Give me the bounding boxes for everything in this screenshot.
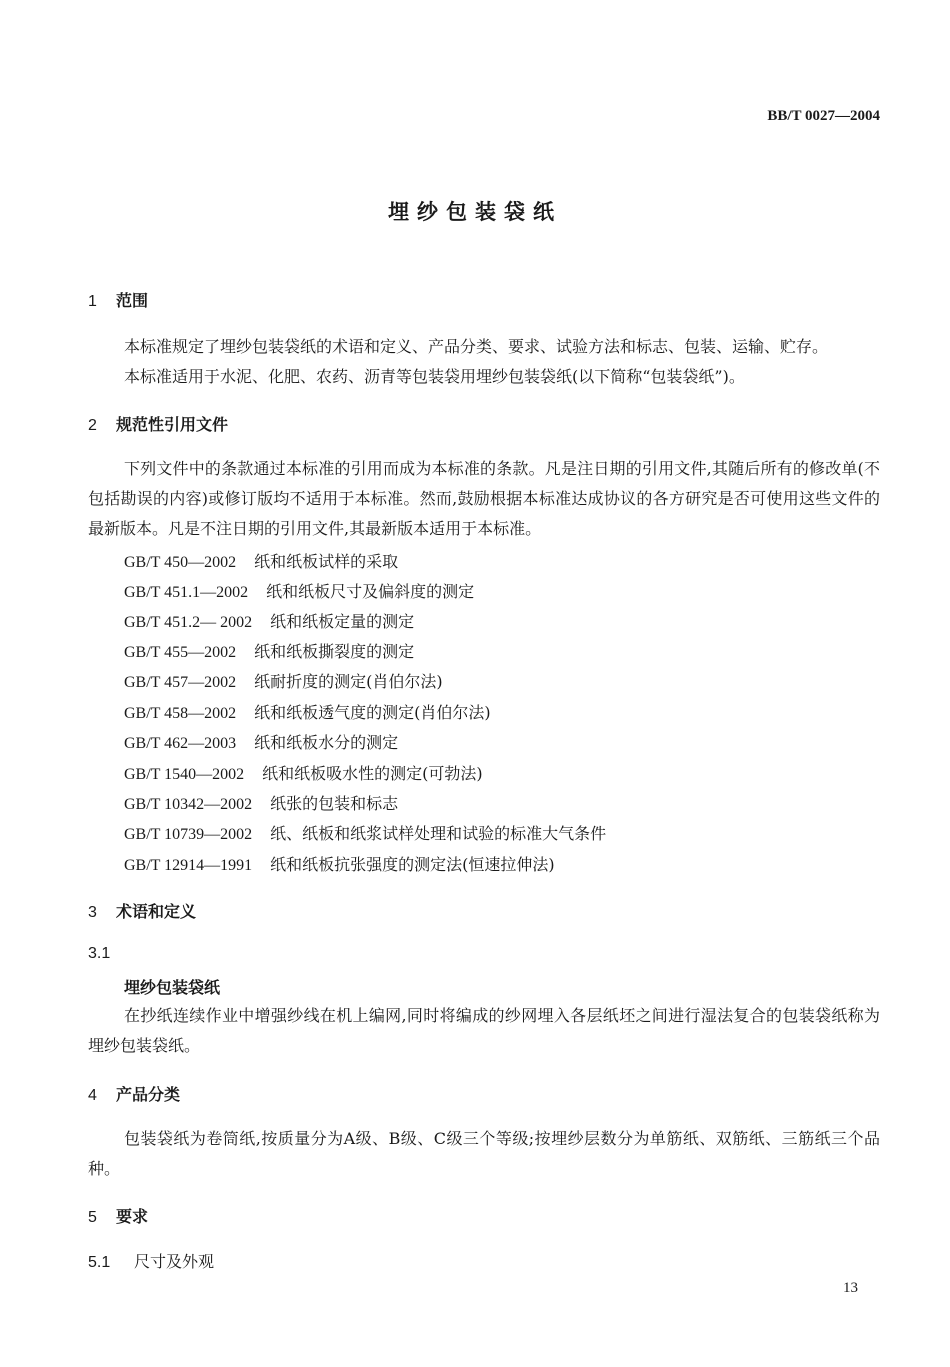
reference-title: 纸张的包装和标志 bbox=[270, 794, 399, 813]
reference-code: GB/T 457—2002 bbox=[124, 674, 237, 691]
section-1-heading bbox=[88, 288, 148, 311]
reference-code: GB/T 451.2— 2002 bbox=[124, 614, 253, 631]
reference-item bbox=[124, 791, 398, 814]
reference-title: 纸和纸板尺寸及偏斜度的测定 bbox=[266, 582, 475, 601]
reference-item bbox=[124, 761, 483, 784]
section-number: 3 bbox=[88, 904, 97, 921]
document-title: 埋纱包装袋纸 bbox=[388, 200, 562, 224]
reference-title: 纸和纸板吸水性的测定(可勃法) bbox=[262, 764, 483, 783]
subsection-number: 3.1 bbox=[88, 945, 111, 962]
classification-paragraph: 包装袋纸为卷筒纸,按质量分为A级、B级、C级三个等级;按埋纱层数分为单筋纸、双筋纸、三筋纸三个品种。 bbox=[88, 1129, 880, 1178]
term-title: 埋纱包装袋纸 bbox=[124, 978, 221, 997]
reference-item bbox=[124, 821, 606, 844]
scope-paragraph-2: 本标准适用于水泥、化肥、农药、沥青等包装袋用埋纱包装袋纸(以下简称“包装袋纸”)。 bbox=[124, 367, 745, 386]
reference-code: GB/T 455—2002 bbox=[124, 644, 237, 661]
reference-title: 纸和纸板水分的测定 bbox=[254, 733, 399, 752]
section-5-heading bbox=[88, 1204, 148, 1227]
section-number: 2 bbox=[88, 417, 97, 434]
reference-code: GB/T 12914—1991 bbox=[124, 857, 253, 874]
page-number: 13 bbox=[843, 1280, 858, 1296]
reference-code: GB/T 10342—2002 bbox=[124, 796, 253, 813]
reference-title: 纸耐折度的测定(肖伯尔法) bbox=[254, 672, 443, 691]
reference-item bbox=[124, 669, 443, 692]
references-intro: 下列文件中的条款通过本标准的引用而成为本标准的条款。凡是注日期的引用文件,其随后所有的修改单(不包括勘误的内容)或修订版均不适用于本标准。然而,鼓励根据本标准达成协议的各方研究是否可使用这些文件的最新版本。凡是不注日期的引用文件,其最新版本适用于本标准。 bbox=[88, 459, 880, 538]
section-2-heading bbox=[88, 412, 228, 435]
section-title: 要求 bbox=[116, 1207, 149, 1226]
reference-item bbox=[124, 609, 414, 632]
section-title: 术语和定义 bbox=[116, 902, 197, 921]
reference-item bbox=[124, 579, 474, 602]
subsection-title: 尺寸及外观 bbox=[134, 1252, 215, 1271]
scope-paragraph-1: 本标准规定了埋纱包装袋纸的术语和定义、产品分类、要求、试验方法和标志、包装、运输、贮存。 bbox=[124, 337, 829, 356]
section-4-heading bbox=[88, 1082, 180, 1105]
subsection-5-1-heading bbox=[88, 1249, 214, 1272]
reference-code: GB/T 1540—2002 bbox=[124, 766, 245, 783]
term-definition: 在抄纸连续作业中增强纱线在机上编网,同时将编成的纱网埋入各层纸坯之间进行湿法复合的包装袋纸称为埋纱包装袋纸。 bbox=[88, 1006, 880, 1055]
reference-code: GB/T 451.1—2002 bbox=[124, 584, 249, 601]
section-title: 产品分类 bbox=[116, 1085, 181, 1104]
reference-title: 纸和纸板透气度的测定(肖伯尔法) bbox=[254, 703, 491, 722]
section-number: 4 bbox=[88, 1087, 97, 1104]
reference-item bbox=[124, 700, 491, 723]
section-title: 规范性引用文件 bbox=[116, 415, 229, 434]
section-3-heading bbox=[88, 899, 196, 922]
reference-item bbox=[124, 549, 398, 572]
reference-item bbox=[124, 730, 398, 753]
reference-item bbox=[124, 852, 555, 875]
subsection-number: 5.1 bbox=[88, 1254, 111, 1271]
reference-code: GB/T 458—2002 bbox=[124, 705, 237, 722]
section-number: 1 bbox=[88, 293, 97, 310]
section-number: 5 bbox=[88, 1209, 97, 1226]
reference-code: GB/T 10739—2002 bbox=[124, 826, 253, 843]
reference-title: 纸和纸板试样的采取 bbox=[254, 552, 399, 571]
reference-title: 纸和纸板撕裂度的测定 bbox=[254, 642, 415, 661]
section-title: 范围 bbox=[116, 291, 149, 310]
reference-title: 纸和纸板定量的测定 bbox=[270, 612, 415, 631]
reference-code: GB/T 450—2002 bbox=[124, 554, 237, 571]
reference-title: 纸、纸板和纸浆试样处理和试验的标准大气条件 bbox=[270, 824, 607, 843]
reference-title: 纸和纸板抗张强度的测定法(恒速拉伸法) bbox=[270, 855, 555, 874]
standard-number: BB/T 0027—2004 bbox=[767, 108, 880, 124]
reference-code: GB/T 462—2003 bbox=[124, 735, 237, 752]
reference-item bbox=[124, 639, 414, 662]
